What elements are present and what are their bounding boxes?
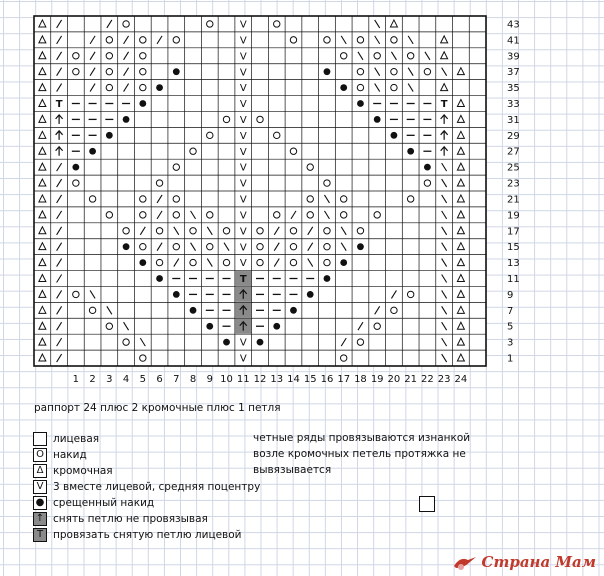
- row-number: 33: [507, 99, 520, 110]
- column-number: 23: [437, 374, 451, 385]
- legend-label: срещенный накид: [53, 497, 155, 509]
- row-number: 39: [507, 51, 520, 63]
- watermark-text: Страна Мам: [481, 553, 596, 571]
- legend-item-crossed-yarn-over: [33, 495, 154, 511]
- column-number: 1: [72, 374, 80, 385]
- column-number: 8: [189, 374, 197, 385]
- column-number: 22: [421, 374, 434, 385]
- crossed-yarn-over-symbol: [72, 164, 79, 171]
- note-line-1: четные ряды провязываются изнанкой: [253, 432, 471, 444]
- row-number: 43: [507, 19, 520, 31]
- three-together-symbol: V: [239, 67, 247, 79]
- three-together-symbol: V: [239, 194, 247, 206]
- three-together-symbol: V: [239, 210, 247, 222]
- legend-label: провязать снятую петлю лицевой: [53, 529, 242, 541]
- row-number: 3: [507, 337, 514, 349]
- legend-knit-box: [33, 432, 47, 446]
- crossed-yarn-over-symbol: [139, 259, 146, 266]
- row-number: 21: [507, 194, 520, 206]
- three-together-symbol: V: [239, 226, 247, 238]
- legend-label: снять петлю не провязывая: [53, 513, 208, 525]
- row-number: 31: [507, 114, 520, 126]
- row-number: 9: [507, 289, 514, 301]
- legend-label: лицевая: [53, 433, 100, 445]
- column-number: 13: [270, 374, 284, 385]
- three-together-symbol: V: [239, 337, 247, 349]
- column-number: 11: [236, 374, 250, 385]
- column-number: 3: [106, 374, 113, 385]
- three-together-symbol: V: [239, 130, 247, 142]
- column-number: 12: [253, 374, 267, 385]
- crossed-yarn-over-symbol: [173, 68, 180, 75]
- column-number: 10: [220, 374, 233, 385]
- three-together-symbol: V: [239, 162, 247, 174]
- row-number: 17: [507, 226, 520, 238]
- crossed-yarn-over-symbol: [89, 148, 96, 155]
- crossed-yarn-over-symbol: [324, 275, 331, 282]
- three-together-symbol: V: [239, 51, 247, 63]
- three-together-symbol: V: [239, 83, 247, 95]
- crossed-yarn-over-symbol: [324, 68, 331, 75]
- knit-slipped-symbol: T: [55, 99, 63, 111]
- slip-stitch-icon: ↑: [33, 512, 47, 526]
- crossed-yarn-over-symbol: [257, 339, 264, 346]
- legend-item-knit-slipped: [33, 527, 242, 543]
- pattern-caption: раппорт 24 плюс 2 кромочные плюс 1 петля: [34, 402, 281, 414]
- crossed-yarn-over-symbol: [206, 323, 213, 330]
- row-number: 13: [507, 258, 520, 270]
- crossed-yarn-over-symbol: [307, 291, 314, 298]
- crossed-yarn-over-symbol: [424, 164, 431, 171]
- three-together-icon: V: [33, 480, 47, 494]
- crossed-yarn-over-symbol: [290, 307, 297, 314]
- knit-slipped-symbol: T: [239, 274, 247, 286]
- row-number: 23: [507, 178, 520, 190]
- crossed-yarn-over-symbol: [407, 148, 414, 155]
- note-line-2: возле кромочных петель протяжка не: [253, 448, 466, 460]
- row-number: 25: [507, 162, 520, 174]
- legend-item-slip: [33, 511, 208, 527]
- stork-logo-icon: [452, 552, 478, 572]
- column-number: 19: [370, 374, 384, 385]
- column-number: 9: [206, 374, 213, 385]
- column-number: 14: [287, 374, 300, 385]
- crossed-yarn-over-symbol: [173, 291, 180, 298]
- crossed-yarn-over-symbol: [156, 84, 163, 91]
- column-number: 16: [320, 374, 334, 385]
- column-number: 5: [139, 374, 147, 385]
- row-number: 5: [507, 321, 514, 333]
- legend-item-three-together: [33, 479, 260, 495]
- crossed-yarn-over-icon: ●: [33, 496, 47, 510]
- row-number: 37: [507, 67, 520, 79]
- column-number: 20: [387, 374, 401, 385]
- crossed-yarn-over-symbol: [357, 100, 364, 107]
- crossed-yarn-over-symbol: [223, 339, 230, 346]
- row-number: 15: [507, 242, 520, 254]
- legend-item-yarn-over: [33, 447, 87, 463]
- crossed-yarn-over-symbol: [123, 116, 130, 123]
- note-line-3: вывязывается: [253, 464, 332, 476]
- legend-label: накид: [53, 449, 87, 461]
- three-together-symbol: V: [239, 19, 247, 31]
- row-number: 29: [507, 130, 520, 142]
- crossed-yarn-over-symbol: [340, 259, 347, 266]
- row-number: 7: [507, 305, 514, 317]
- column-number: 15: [303, 374, 317, 385]
- knit-slipped-icon: T: [33, 528, 47, 542]
- three-together-symbol: V: [239, 99, 247, 111]
- column-number: 4: [122, 374, 130, 385]
- knit-slipped-symbol: T: [440, 99, 448, 111]
- crossed-yarn-over-symbol: [123, 243, 130, 250]
- three-together-symbol: V: [239, 258, 247, 270]
- row-number: 35: [507, 83, 520, 95]
- crossed-yarn-over-symbol: [156, 275, 163, 282]
- column-number: 2: [89, 374, 96, 385]
- column-number: 6: [156, 374, 163, 385]
- watermark: [452, 552, 596, 572]
- column-number: 17: [337, 374, 351, 385]
- column-number: 24: [454, 374, 468, 385]
- legend-label: 3 вместе лицевой, средняя поцентру: [53, 481, 261, 493]
- three-together-symbol: V: [239, 178, 247, 190]
- yarn-over-icon: O: [33, 448, 47, 462]
- three-together-symbol: V: [239, 146, 247, 158]
- row-number: 19: [507, 210, 520, 222]
- crossed-yarn-over-symbol: [374, 116, 381, 123]
- crossed-yarn-over-symbol: [340, 84, 347, 91]
- crossed-yarn-over-symbol: [190, 307, 197, 314]
- crossed-yarn-over-symbol: [357, 243, 364, 250]
- empty-square: [419, 496, 435, 512]
- three-together-symbol: V: [239, 353, 247, 365]
- crossed-yarn-over-symbol: [273, 323, 280, 330]
- crossed-yarn-over-symbol: [106, 132, 113, 139]
- three-together-symbol: V: [239, 115, 247, 127]
- column-number: 21: [404, 374, 418, 385]
- legend-item-knit: [33, 431, 99, 447]
- row-number: 1: [507, 353, 514, 365]
- crossed-yarn-over-symbol: [391, 132, 398, 139]
- column-number: 18: [354, 374, 367, 385]
- column-number: 7: [173, 374, 180, 385]
- three-together-symbol: V: [239, 242, 247, 254]
- crossed-yarn-over-symbol: [139, 100, 146, 107]
- legend-item-edge: [33, 463, 113, 479]
- row-number: 41: [507, 35, 520, 47]
- edge-stitch-icon: Δ: [33, 464, 47, 478]
- row-number: 11: [507, 274, 520, 285]
- row-number: 27: [507, 146, 520, 158]
- legend-label: кромочная: [53, 465, 113, 477]
- three-together-symbol: V: [239, 35, 247, 47]
